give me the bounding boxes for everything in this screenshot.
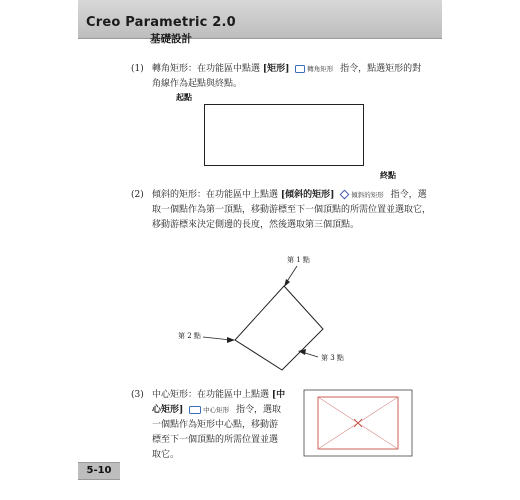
chapter-title: 基礎設計 [150,33,192,45]
item-number-2: (2) [131,190,144,200]
item-1-text-after: 指令，點選矩形的對角線作為起點與終點。 [152,64,422,89]
vertex-2-label: 第 2 點 [178,332,201,340]
item-2-ui-label: 傾斜的矩形 [351,191,384,199]
vertex-3-label: 第 3 點 [321,354,344,362]
start-point-label: 起點 [176,92,192,102]
item-1-ui-label: 轉角矩形 [307,65,334,73]
page-number: 5-10 [78,462,120,480]
item-3-ui-label: 中心矩形 [203,406,230,414]
item-3-command: [中心矩形] [152,390,286,415]
item-1-text-before: 轉角矩形：在功能區中點選 [152,64,261,74]
item-number-3: (3) [131,390,144,400]
vertex-1-label: 第 1 點 [287,256,310,264]
item-2-command: [傾斜的矩形] [280,190,335,200]
item-3-text-before: 中心矩形：在功能區中上點選 [152,390,270,400]
item-1-command: [矩形] [262,64,290,74]
item-number-1: (1) [131,64,144,74]
book-title: Creo Parametric 2.0 [86,15,236,30]
item-2-text-after: 指令，選取一個點作為第一頂點，移動游標至下一個頂點的所需位置並選取它，移動游標來決定側邊的長度，然後選取第三個頂點。 [152,190,432,230]
end-point-label: 終點 [380,170,396,180]
item-3-text-after: 指令，選取一個點作為矩形中心點，移動游標至下一個頂點的所需位置並選取它。 [152,405,282,460]
item-2-text-before: 傾斜的矩形：在功能區中上點選 [152,190,279,200]
